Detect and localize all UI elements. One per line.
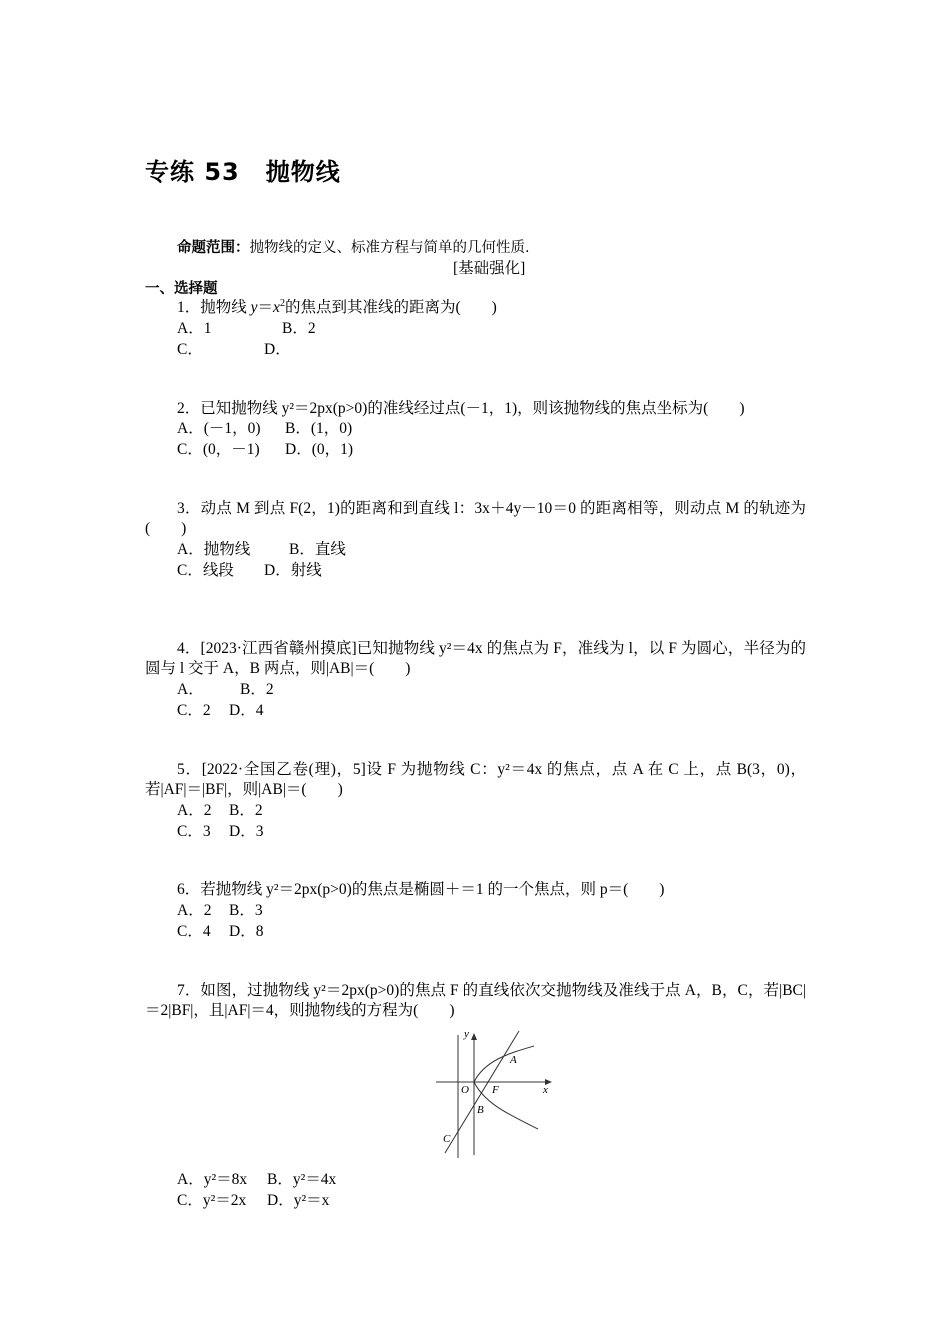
q3-options-row2: C．线段 D．射线 xyxy=(177,562,322,579)
q6-options-row1: A．2 B．3 xyxy=(177,902,263,919)
q4-options-row1: A． B．2 xyxy=(177,681,274,698)
question-7: 7．如图，过抛物线 y²＝2px(p>0)的焦点 F 的直线依次交抛物线及准线于点 A，B，C，若|BC|＝2|BF|，且|AF|＝4，则抛物线的方程为( ) xyxy=(145,982,806,1019)
label-B: B xyxy=(477,1104,484,1116)
q1-options-row2: C． D． xyxy=(177,341,291,358)
q7-options-row2: C．y²＝2x D．y²＝x xyxy=(177,1192,330,1209)
label-A: A xyxy=(510,1054,517,1066)
q6-options-row2: C．4 D．8 xyxy=(177,923,264,940)
page-title: 专练 53 抛物线 xyxy=(145,158,341,186)
y-axis-arrow xyxy=(471,1033,477,1040)
q5-options-row1: A．2 B．2 xyxy=(177,802,263,819)
parabola-curve xyxy=(474,1046,538,1129)
question-3: 3．动点 M 到点 F(2，1)的距离和到直线 l：3x＋4y－10＝0 的距离相等，则动点 M 的轨迹为( ) xyxy=(145,500,806,537)
q2-options-row1: A．(－1，0) B．(1，0) xyxy=(177,420,353,437)
question-6: 6．若抛物线 y²＝2px(p>0)的焦点是椭圆＋＝1 的一个焦点，则 p＝( ) xyxy=(177,881,665,898)
scope-line: 命题范围：抛物线的定义、标准方程与简单的几何性质. xyxy=(177,240,530,256)
subtitle: [基础强化] xyxy=(453,260,526,277)
label-F: F xyxy=(492,1084,499,1096)
q5-options-row2: C．3 D．3 xyxy=(177,823,264,840)
q1-options-row1: A．1 B．2 xyxy=(177,320,316,337)
q2-options-row2: C．(0，－1) D．(0，1) xyxy=(177,441,354,458)
focal-line xyxy=(445,1031,519,1153)
label-O: O xyxy=(461,1084,469,1096)
label-C: C xyxy=(443,1133,451,1145)
question-1: 1．抛物线 $y=x^2$的焦点到其准线的距离为( ) xyxy=(177,298,497,316)
question-4: 4．[2023·江西省赣州摸底]已知抛物线 y²＝4x 的焦点为 F，准线为 l，以 F 为圆心，半径为的圆与 l 交于 A，B 两点，则|AB|＝( ) xyxy=(145,640,806,677)
q7-options-row1: A．y²＝8x B．y²＝4x xyxy=(177,1171,337,1188)
q4-options-row2: C．2 D．4 xyxy=(177,702,264,719)
parabola-figure xyxy=(430,1025,555,1160)
question-5: 5．[2022·全国乙卷(理)，5]设 F 为抛物线 C：y²＝4x 的焦点，点 A 在 C 上，点 B(3，0)，若|AF|＝|BF|，则|AB|＝( ) xyxy=(145,761,806,798)
section-heading: 一、选择题 xyxy=(145,281,218,297)
q3-options-row1: A．抛物线 B．直线 xyxy=(177,541,346,558)
label-y: y xyxy=(464,1028,469,1040)
label-x: x xyxy=(543,1084,548,1096)
question-2: 2．已知抛物线 y²＝2px(p>0)的准线经过点(－1，1)，则该抛物线的焦点坐标为( ) xyxy=(177,400,745,417)
